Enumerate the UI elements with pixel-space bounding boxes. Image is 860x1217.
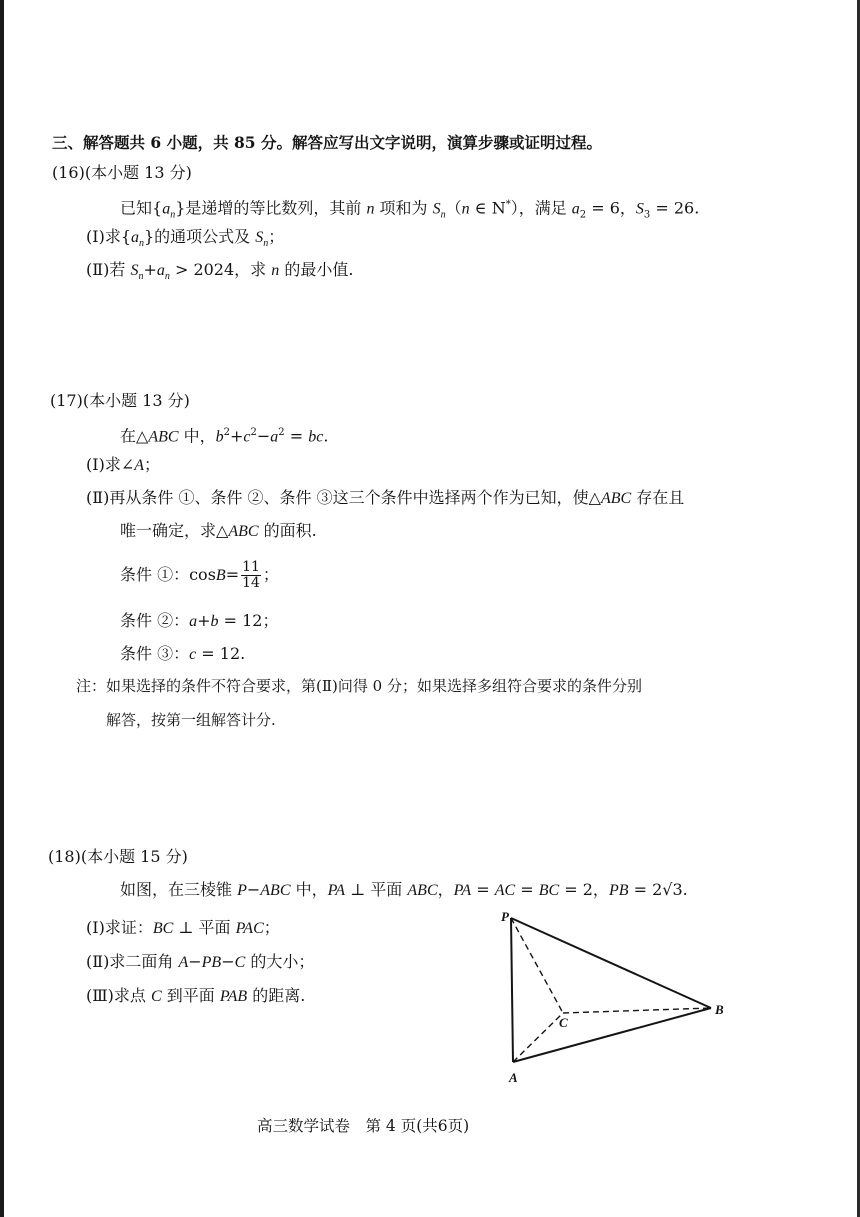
q17-part2-label: (Ⅱ) bbox=[86, 488, 110, 507]
q16-part1: (Ⅰ)求$\{a_n\}$的通项公式及 $S_n$； bbox=[86, 227, 285, 250]
q16-points: (本小题 13 分) bbox=[84, 163, 192, 182]
q18-heading bbox=[48, 847, 188, 867]
q17-condition-1: 条件 ①：cosB= $\frac{11}{14}$ ； bbox=[120, 559, 279, 591]
q17-stem: 在△ABC 中，$b^2+c^2-a^2$ = bc. bbox=[120, 426, 329, 446]
vertex-label-b: B bbox=[715, 1002, 724, 1017]
q17-note-line1: 注：如果选择的条件不符合要求，第(Ⅱ)问得 0 分；如果选择多组符合要求的条件分别 bbox=[76, 677, 642, 695]
q18-points: (本小题 15 分) bbox=[80, 847, 188, 866]
q17-points: (本小题 13 分) bbox=[82, 391, 190, 410]
q17-condition-3: 条件 ③：c = 12. bbox=[120, 644, 246, 663]
edge-pa bbox=[511, 918, 513, 1062]
q16-number: (16) bbox=[52, 163, 85, 182]
section-header: 三、解答题共 6 小题，共 85 分。解答应写出文字说明，演算步骤或证明过程。 bbox=[52, 133, 602, 152]
q18-part1: (Ⅰ)求证：BC ⊥ 平面 PAC； bbox=[86, 918, 280, 937]
q16-heading bbox=[52, 163, 192, 183]
q18-part2: (Ⅱ)求二面角 A−PB−C 的大小； bbox=[86, 952, 315, 971]
edge-pc bbox=[511, 918, 563, 1013]
q17-condition-2: 条件 ②：a+b = 12； bbox=[120, 611, 279, 630]
q16-stem: 已知$\{a_n\}$是递增的等比数列，其前 n 项和为 $S_n(n$ ∈ N*），满足 $a_2 = 6$，$S_3 = 26$. bbox=[120, 198, 700, 221]
q17-heading bbox=[50, 391, 190, 411]
edge-pb bbox=[511, 918, 711, 1008]
q18-part3: (Ⅲ)求点 C 到平面 PAB 的距离. bbox=[86, 986, 306, 1005]
q16-part1-label: (Ⅰ) bbox=[86, 227, 105, 246]
q18-number: (18) bbox=[48, 847, 81, 866]
q17-note-line2: 解答，按第一组解答计分. bbox=[106, 711, 276, 729]
page-footer: 高三数学试卷 第 4 页(共6页) bbox=[257, 1117, 470, 1135]
vertex-label-p: P bbox=[501, 909, 509, 924]
edge-cb bbox=[563, 1008, 711, 1013]
q16-part2-label: (Ⅱ) bbox=[86, 260, 110, 279]
tetrahedron-figure bbox=[495, 905, 735, 1090]
q18-part3-label: (Ⅲ) bbox=[86, 986, 114, 1005]
fraction: $\frac{11}{14}$ bbox=[242, 559, 260, 591]
q17-part1-label: (Ⅰ) bbox=[86, 455, 105, 474]
q17-number: (17) bbox=[50, 391, 83, 410]
vertex-label-a: A bbox=[509, 1070, 518, 1085]
q18-part2-label: (Ⅱ) bbox=[86, 952, 110, 971]
q17-part1: (Ⅰ)求∠A； bbox=[86, 455, 161, 474]
edge-ab bbox=[513, 1008, 711, 1062]
q18-part1-label: (Ⅰ) bbox=[86, 918, 105, 937]
vertex-label-c: C bbox=[559, 1015, 568, 1030]
q17-part2-line2: 唯一确定，求△ABC 的面积. bbox=[120, 521, 317, 540]
q16-part2: (Ⅱ)若 $S_n+a_n > 2024$，求 n 的最小值. bbox=[86, 260, 354, 283]
q17-part2-line1: (Ⅱ)再从条件 ①、条件 ②、条件 ③这三个条件中选择两个作为已知，使△ABC 存在且 bbox=[86, 488, 685, 507]
q18-stem: 如图，在三棱锥 P−ABC 中，PA ⊥ 平面 ABC，PA = AC = BC = 2，PB = 2√3. bbox=[120, 880, 688, 899]
